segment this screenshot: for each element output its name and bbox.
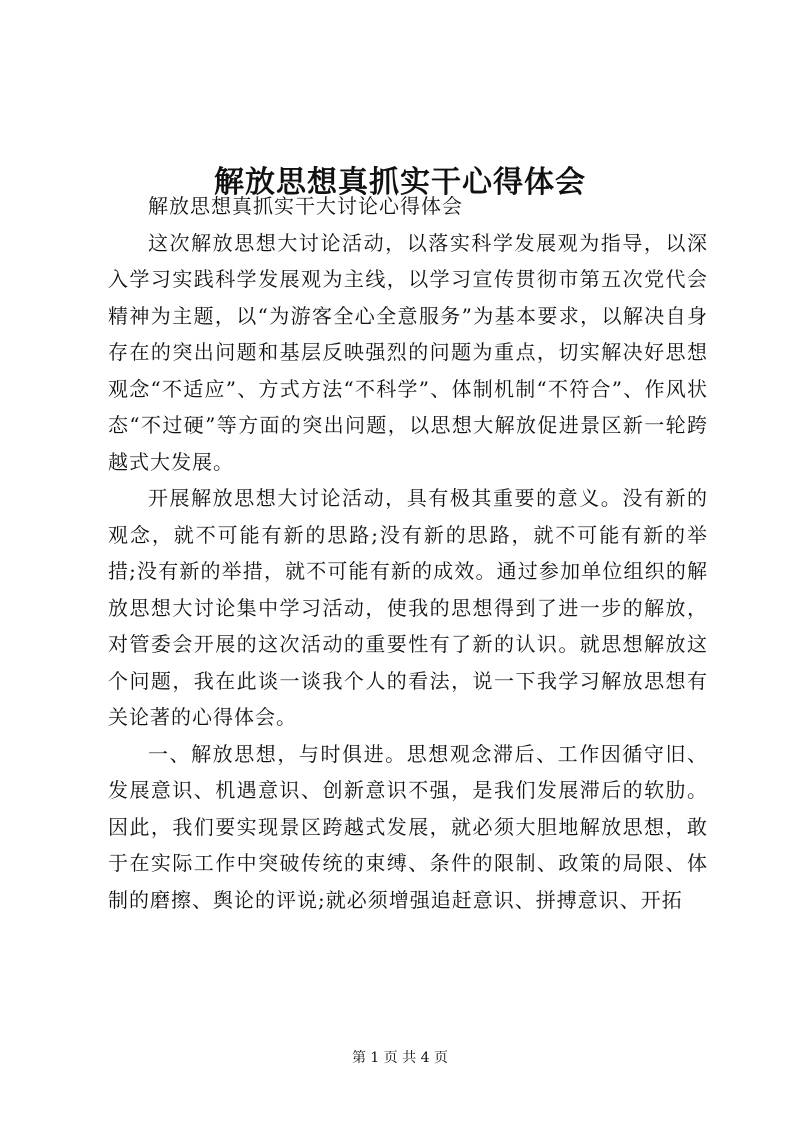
document-title: 解放思想真抓实干心得体会 [214,165,586,201]
page-number-footer: 第 1 页 共 4 页 [351,1050,449,1066]
paragraph: 这次解放思想大讨论活动，以落实科学发展观为指导，以深入学习实践科学发展观为主线，以学习宣传贯彻市第五次党代会精神为主题，以“为游客全心全意服务”为基本要求，以解决自身存在的突出问题和基层反映强烈的问题为重点，切实解决好思想观念“不适应”、方式方法“不科学”、体制机制“不符合”、作风状态“不过硬”等方面的突出问题，以思想大解放促进景区新一轮跨越式大发展。 [108,230,708,474]
paragraph: 一、解放思想，与时俱进。思想观念滞后、工作因循守旧、发展意识、机遇意识、创新意识不强，是我们发展滞后的软肋。因此，我们要实现景区跨越式发展，就必须大胆地解放思想，敢于在实际工作中突破传统的束缚、条件的限制、政策的局限、体制的磨擦、舆论的评说;就必须增强追赶意识、拼搏意识、开拓 [108,741,708,912]
paragraph-subtitle: 解放思想真抓实干大讨论心得体会 [148,194,463,218]
paragraph: 开展解放思想大讨论活动，具有极其重要的意义。没有新的观念，就不可能有新的思路;没有新的思路，就不可能有新的举措;没有新的举措，就不可能有新的成效。通过参加单位组织的解放思想大讨论集中学习活动，使我的思想得到了进一步的解放，对管委会开展的这次活动的重要性有了新的认识。就思想解放这个问题，我在此谈一谈我个人的看法，说一下我学习解放思想有关论著的心得体会。 [108,486,708,729]
document-body [108,188,708,918]
